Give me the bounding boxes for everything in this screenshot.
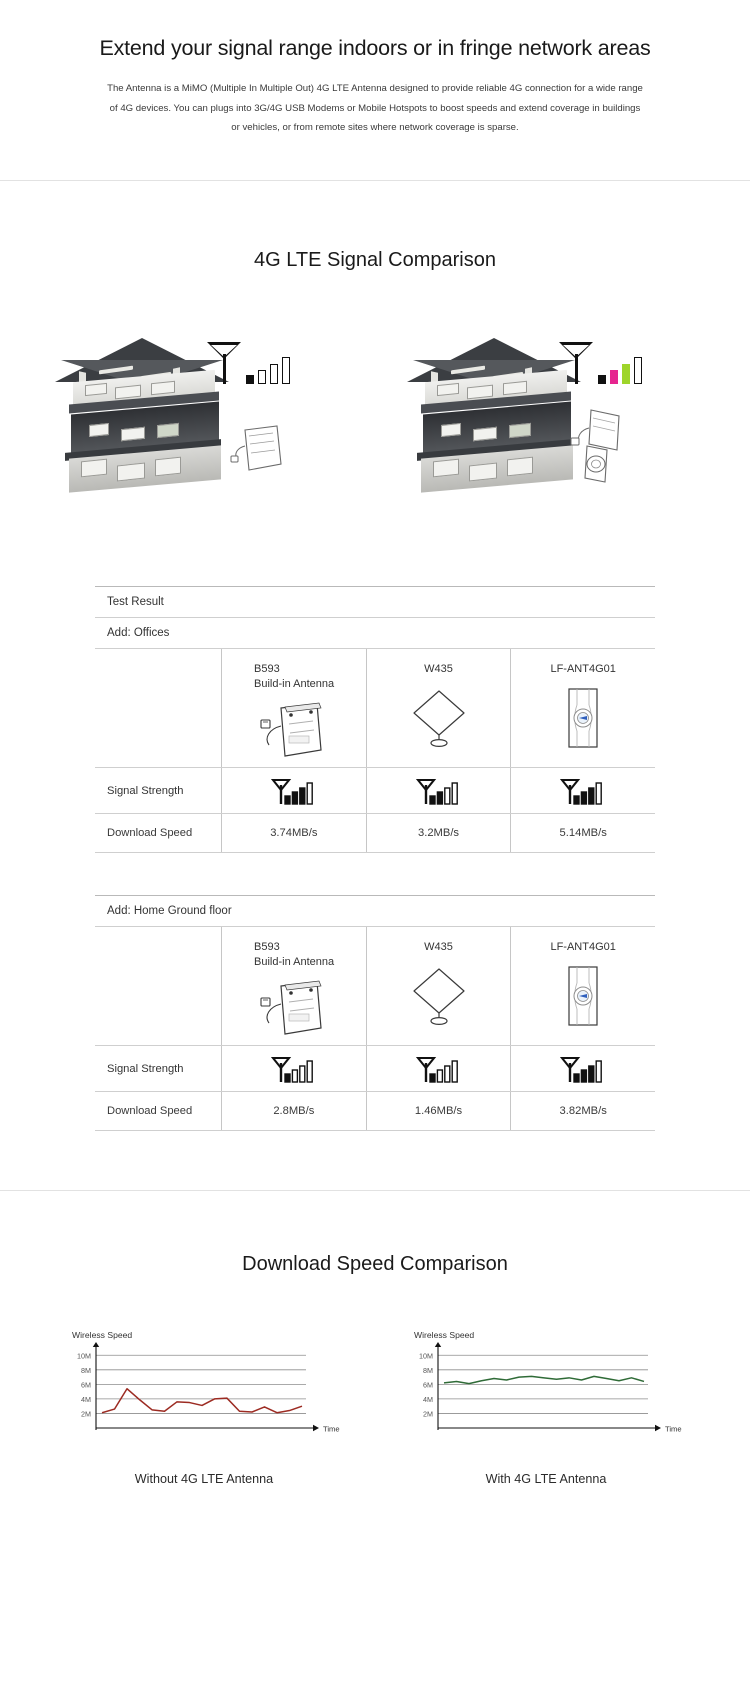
office-building-illustration-strong [407,338,582,488]
signal-bar-4 [596,783,601,804]
hero-description-line-1: The Antenna is a MiMO (Multiple In Multiple Out) 4G LTE Antenna designed to provide reliable 4G connection for a wide range [107,83,643,94]
signal-bar-1 [285,796,290,804]
hero-description-line-2: of 4G devices. You can plugs into 3G/4G USB Modems or Mobile Hotspots to boost speeds and extend coverage in buildings [109,102,641,114]
lf-ant4g01-antenna-icon [544,687,622,749]
chart-ytick-label: 4M [81,1394,91,1404]
table-row-download-speed [95,1092,655,1130]
signal-cell-w435 [366,768,511,813]
chart-ytick-label: 4M [423,1394,433,1404]
signal-bar-2 [292,792,297,804]
download-speed-title: Download Speed Comparison [242,1253,508,1275]
signal-cell-lfant [510,768,655,813]
chart-xlabel: Time [323,1424,340,1434]
chart-caption-with: With 4G LTE Antenna [485,1472,607,1486]
chart-data-line [444,1376,644,1383]
chart-ytick-label: 10M [77,1351,91,1361]
chart-caption-without: Without 4G LTE Antenna [134,1472,274,1486]
w435-antenna-icon [400,687,478,749]
b593-router-icon [255,980,333,1042]
signal-bar-3 [589,1066,594,1082]
chart-ytick-label: 8M [423,1365,433,1375]
hero-description-line-3: or vehicles, or from remote sites where network coverage is sparse. [231,122,519,134]
speed-value-w435: 1.46MB/s [366,1092,511,1130]
row-label-signal-strength: Signal Strength [107,784,184,797]
signal-strength-icon [416,1055,462,1083]
product-name-b593-line2: Build-in Antenna [254,677,335,690]
signal-bar-1 [574,1074,579,1082]
table-row-signal-strength [95,1046,655,1091]
chart-ylabel-right: Wireless Speed [414,1330,475,1340]
charts-row [0,1330,750,1486]
signal-cell-b593 [221,1046,366,1091]
signal-bar-3 [270,364,278,384]
signal-bar-1 [246,375,254,384]
lte-antenna-device-icon [561,406,633,486]
chart-svg-without-antenna [54,1340,354,1456]
building-comparison-row [0,324,750,504]
table-cell-product-lfant [510,927,655,1045]
product-name-w435: W435 [424,663,453,675]
product-name-lfant: LF-ANT4G01 [550,663,616,675]
signal-cell-b593 [221,768,366,813]
signal-bar-1 [574,796,579,804]
speed-value-b593: 3.74MB/s [221,814,366,852]
lf-ant4g01-antenna-icon [544,965,622,1027]
row-label-signal-strength: Signal Strength [107,1062,184,1075]
signal-bar-4 [634,357,642,384]
table-row-products [95,649,655,767]
signal-bar-2 [610,370,618,384]
product-name-w435: W435 [424,941,453,953]
row-label-download-speed: Download Speed [107,827,193,839]
speed-value-w435: 3.2MB/s [366,814,511,852]
hero-description [45,79,705,138]
signal-bar-4 [282,357,290,384]
table-cell-product-w435 [366,927,511,1045]
signal-strength-icon [271,1055,317,1083]
table-cell-product-w435 [366,649,511,767]
signal-bar-3 [444,1066,449,1082]
signal-comparison-section [0,181,750,1190]
row-label-download-speed: Download Speed [107,1105,193,1117]
office-building-illustration-weak [55,338,230,488]
table-bottom-border [95,852,655,853]
table-cell-empty [95,649,221,767]
table-cell-product-lfant [510,649,655,767]
signal-bar-4 [307,1061,312,1082]
signal-bar-4 [452,1061,457,1082]
product-name-b593-line1: B593 [254,663,280,675]
signal-bar-1 [430,1074,435,1082]
speed-value-lfant: 3.82MB/s [510,1092,655,1130]
signal-bar-1 [430,796,435,804]
test-result-table [95,586,655,853]
table-cell-product-b593 [221,927,366,1045]
signal-bar-3 [589,788,594,804]
chart-ytick-label: 10M [419,1351,433,1361]
address-label-offices: Add: Offices [107,627,170,639]
chart-data-line [102,1389,302,1413]
test-result-label: Test Result [107,596,164,608]
table-cell-empty [95,927,221,1045]
speed-value-lfant: 5.14MB/s [510,814,655,852]
chart-ytick-label: 8M [81,1365,91,1375]
chart-ytick-label: 2M [81,1409,91,1419]
signal-bar-1 [598,375,606,384]
w435-antenna-icon [400,965,478,1027]
product-name-b593-line2: Build-in Antenna [254,955,335,968]
test-result-table-home [95,895,655,1131]
signal-bar-1 [285,1074,290,1082]
speed-value-b593: 2.8MB/s [221,1092,366,1130]
signal-bar-2 [437,1070,442,1082]
download-speed-comparison-section [0,1191,750,1708]
building-strong-signal-cell [401,324,701,504]
page-title: Extend your signal range indoors or in fringe network areas [99,36,651,60]
signal-bar-2 [292,1070,297,1082]
signal-bar-3 [444,788,449,804]
signal-bar-4 [596,1061,601,1082]
product-name-lfant: LF-ANT4G01 [550,941,616,953]
signal-bar-4 [307,783,312,804]
chart-svg-with-antenna [396,1340,696,1456]
chart-ylabel-left: Wireless Speed [72,1330,133,1340]
signal-strength-icon [560,777,606,805]
antenna-icon [559,342,593,384]
signal-bar-3 [300,788,305,804]
signal-strength-icon [560,1055,606,1083]
signal-bars-strong [559,342,642,384]
table-bottom-border [95,1130,655,1131]
signal-bar-3 [300,1066,305,1082]
signal-strength-icon [416,777,462,805]
table-cell-product-b593 [221,649,366,767]
b593-router-icon [255,702,333,764]
chart-ytick-label: 6M [423,1380,433,1390]
signal-bar-3 [622,364,630,384]
modem-device-icon [227,420,287,476]
antenna-icon [207,342,241,384]
building-weak-signal-cell [49,324,349,504]
chart-without-antenna [54,1330,354,1486]
table-row-download-speed [95,814,655,852]
signal-comparison-title: 4G LTE Signal Comparison [254,249,496,271]
signal-bar-4 [452,783,457,804]
signal-bar-2 [582,1070,587,1082]
signal-cell-w435 [366,1046,511,1091]
table-row-signal-strength [95,768,655,813]
signal-strength-icon [271,777,317,805]
chart-ytick-label: 6M [81,1380,91,1390]
signal-bar-2 [582,792,587,804]
signal-bar-2 [437,792,442,804]
address-label-home: Add: Home Ground floor [107,905,232,917]
chart-ytick-label: 2M [423,1409,433,1419]
product-name-b593-line1: B593 [254,941,280,953]
signal-cell-lfant [510,1046,655,1091]
signal-bars-weak [207,342,290,384]
chart-xlabel: Time [665,1424,682,1434]
hero-section [0,0,750,180]
table-row-products [95,927,655,1045]
chart-with-antenna [396,1330,696,1486]
signal-bar-2 [258,370,266,384]
